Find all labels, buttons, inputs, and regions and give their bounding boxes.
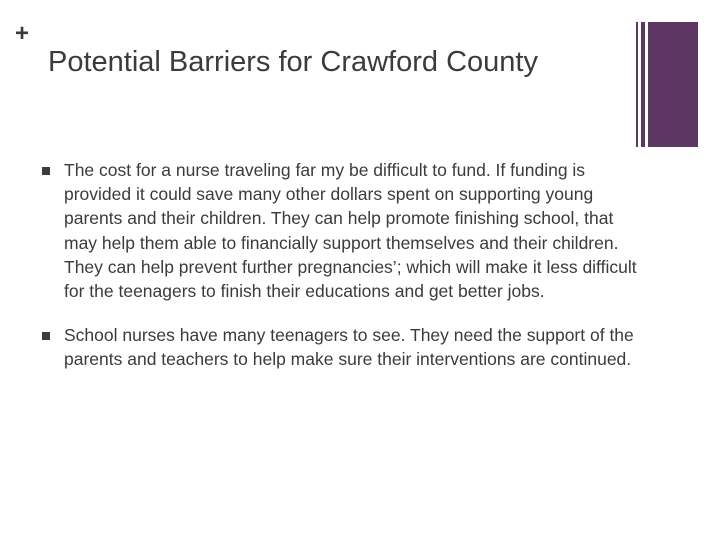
- bullet-list: [40, 158, 640, 392]
- accent-block: [648, 22, 698, 147]
- bullet-item-school-nurses: [40, 323, 640, 371]
- accent-bar-thin: [636, 22, 638, 147]
- square-bullet-icon: [42, 167, 50, 175]
- accent-bar-medium: [641, 22, 645, 147]
- bullet-item-cost: [40, 158, 640, 303]
- bullet-text: School nurses have many teenagers to see. They need the support of the parents and teachers to help make sure their interventions are continued.: [64, 325, 634, 370]
- bullet-text: The cost for a nurse traveling far my be difficult to fund. If funding is provided it could save many other dollars spent on supporting young parents and their children. They can help promote finishing school, that may help them able to financially support themselves and their children. They can help prevent further pregnancies’; which will make it less difficult for the teenagers to finish their educations and get better jobs.: [64, 160, 637, 302]
- square-bullet-icon: [42, 332, 50, 340]
- slide-title: Potential Barriers for Crawford County: [48, 46, 538, 78]
- plus-icon: +: [15, 20, 30, 47]
